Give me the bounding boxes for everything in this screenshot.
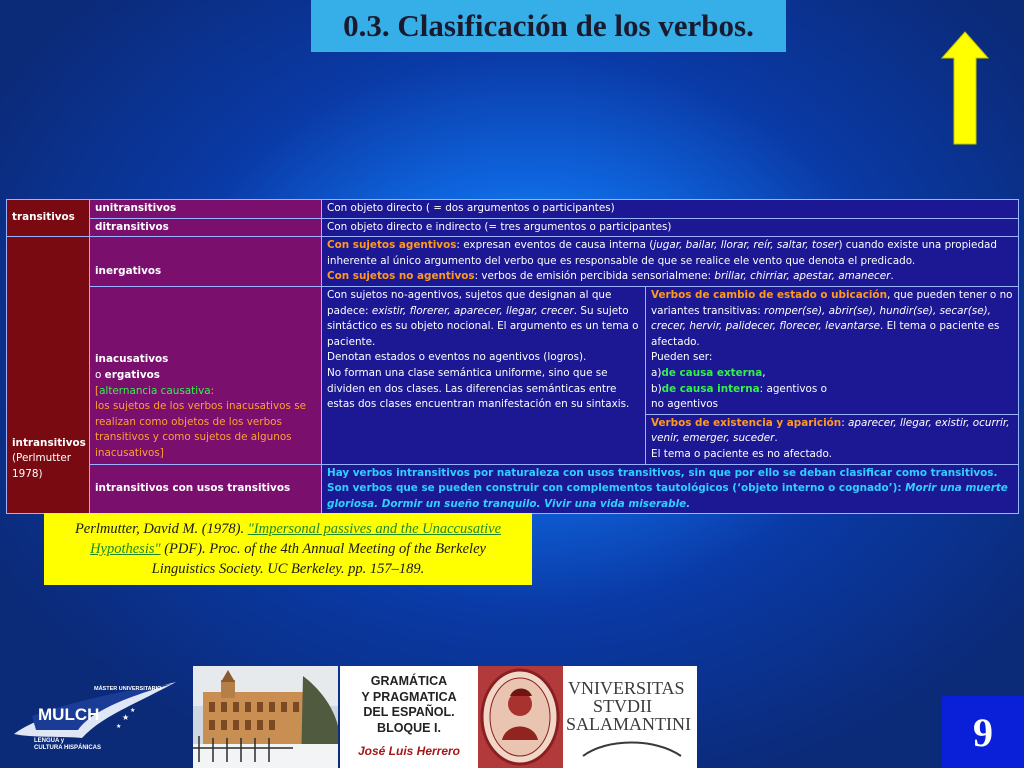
svg-text:LENGUA y: LENGUA y [34,738,65,744]
unitransitivos-desc: Con objeto directo ( = dos argumentos o participantes) [322,200,1019,219]
course-line-3: DEL ESPAÑOL. [363,705,455,719]
inergativos-desc: Con sujetos agentivos: expresan eventos de causa interna (jugar, bailar, llorar, reír, saltar, toser) cuando existe una propiedad inherente al único argumento del verbo que es responsable de que se realice ele vento que denota el predicado. Con sujetos no agentivos: verbos de emisión percibida sensorialmene: brillar, chirriar, apestar, amanecer. [322,237,1019,287]
reference-post: (PDF). Proc. of the 4th Annual Meeting of the Berkeley Linguistics Society. UC Berkeley. pp. 157–189. [151,541,486,577]
course-line-1: GRAMÁTICA [370,674,448,688]
course-line-4: BLOQUE I. [377,720,441,735]
svg-text:STVDII: STVDII [593,696,652,716]
ditransitivos-desc: Con objeto directo e indirecto (= tres argumentos o participantes) [322,218,1019,237]
svg-text:CULTURA HISPÁNICAS: CULTURA HISPÁNICAS [34,745,101,751]
svg-text:★: ★ [116,723,122,730]
university-logo [563,666,697,768]
usos-transitivos-cell: intransitivos con usos transitivos [90,464,322,514]
reference-link[interactable]: "Impersonal passives and the Unaccusative Hypothesis" [90,521,502,557]
svg-text:MULCH: MULCH [38,705,100,724]
reference-pre: Perlmutter, David M. (1978). [74,521,248,537]
page-number: 9 [942,696,1024,768]
usos-transitivos-desc: Hay verbos intransitivos por naturaleza con usos transitivos, sin que por ello se deban clasificar como transitivos. Son verbos que se pueden construir con complementos tautológicos (‘objeto interno o cognado’): Morir una muerte gloriosa. Dormir un sueño tranquilo. Vivir una vida miserable. [322,464,1019,514]
inacusativos-cell: inacusativos o ergativos [alternancia causativa: los sujetos de los verbos inacusativos se realizan como objetos de los verbos transitivos y como sujetos de algunos inacusativos] [90,286,322,464]
svg-text:SALAMANTINI: SALAMANTINI [566,714,691,734]
intransitivos-note: (Perlmutter 1978) [12,452,72,480]
course-info [340,666,478,768]
slide-title: 0.3. Clasificación de los verbos. [311,0,786,52]
unitransitivos-cell: unitransitivos [90,200,322,219]
svg-text:★: ★ [130,707,136,714]
ditransitivos-cell: ditransitivos [90,218,322,237]
inergativos-cell: inergativos [90,237,322,287]
reference-note [44,513,532,585]
inacusativos-desc: Con sujetos no-agentivos, sujetos que designan al que padece: existir, florerer, aparecer, llegar, crecer. Su sujeto sintáctico es su objeto nocional. El argumento es un tema o paciente. Denotan estados o eventos no agentivos (logros). No forman una clase semántica uniforme, sino que se dividen en dos clases. Las diferencias semánticas entre estas dos clases encuentran manifestación en su sintaxis. [322,286,646,464]
intransitivos-label: intransitivos [12,436,86,449]
transitivos-cell: transitivos [7,200,90,237]
building-photo [193,666,338,768]
intransitivos-cell [7,237,90,514]
cambio-estado-desc: Verbos de cambio de estado o ubicación, que pueden tener o no variantes transitivas: romper(se), abrir(se), hundir(se), secar(se), crecer, hervir, palidecer, florecer, levantarse. El tema o paciente es afectado. Pueden ser: a)de causa externa, b)de causa interna: agentivos o no agentivos [646,286,1019,414]
author-name: José Luis Herrero [357,744,461,758]
mulch-logo [12,676,178,752]
svg-text:VNIVERSITAS: VNIVERSITAS [568,678,685,698]
nebrija-seal [478,666,563,768]
svg-text:MÁSTER UNIVERSITARIO: MÁSTER UNIVERSITARIO [94,686,162,692]
course-line-2: Y PRAGMATICA [361,689,457,704]
up-arrow-icon[interactable] [940,30,990,146]
svg-text:★: ★ [122,713,130,722]
verb-classification-table [6,199,1019,514]
existencia-desc: Verbos de existencia y aparición: aparecer, llegar, existir, ocurrir, venir, emerger, suceder. El tema o paciente es no afectado. [646,414,1019,464]
